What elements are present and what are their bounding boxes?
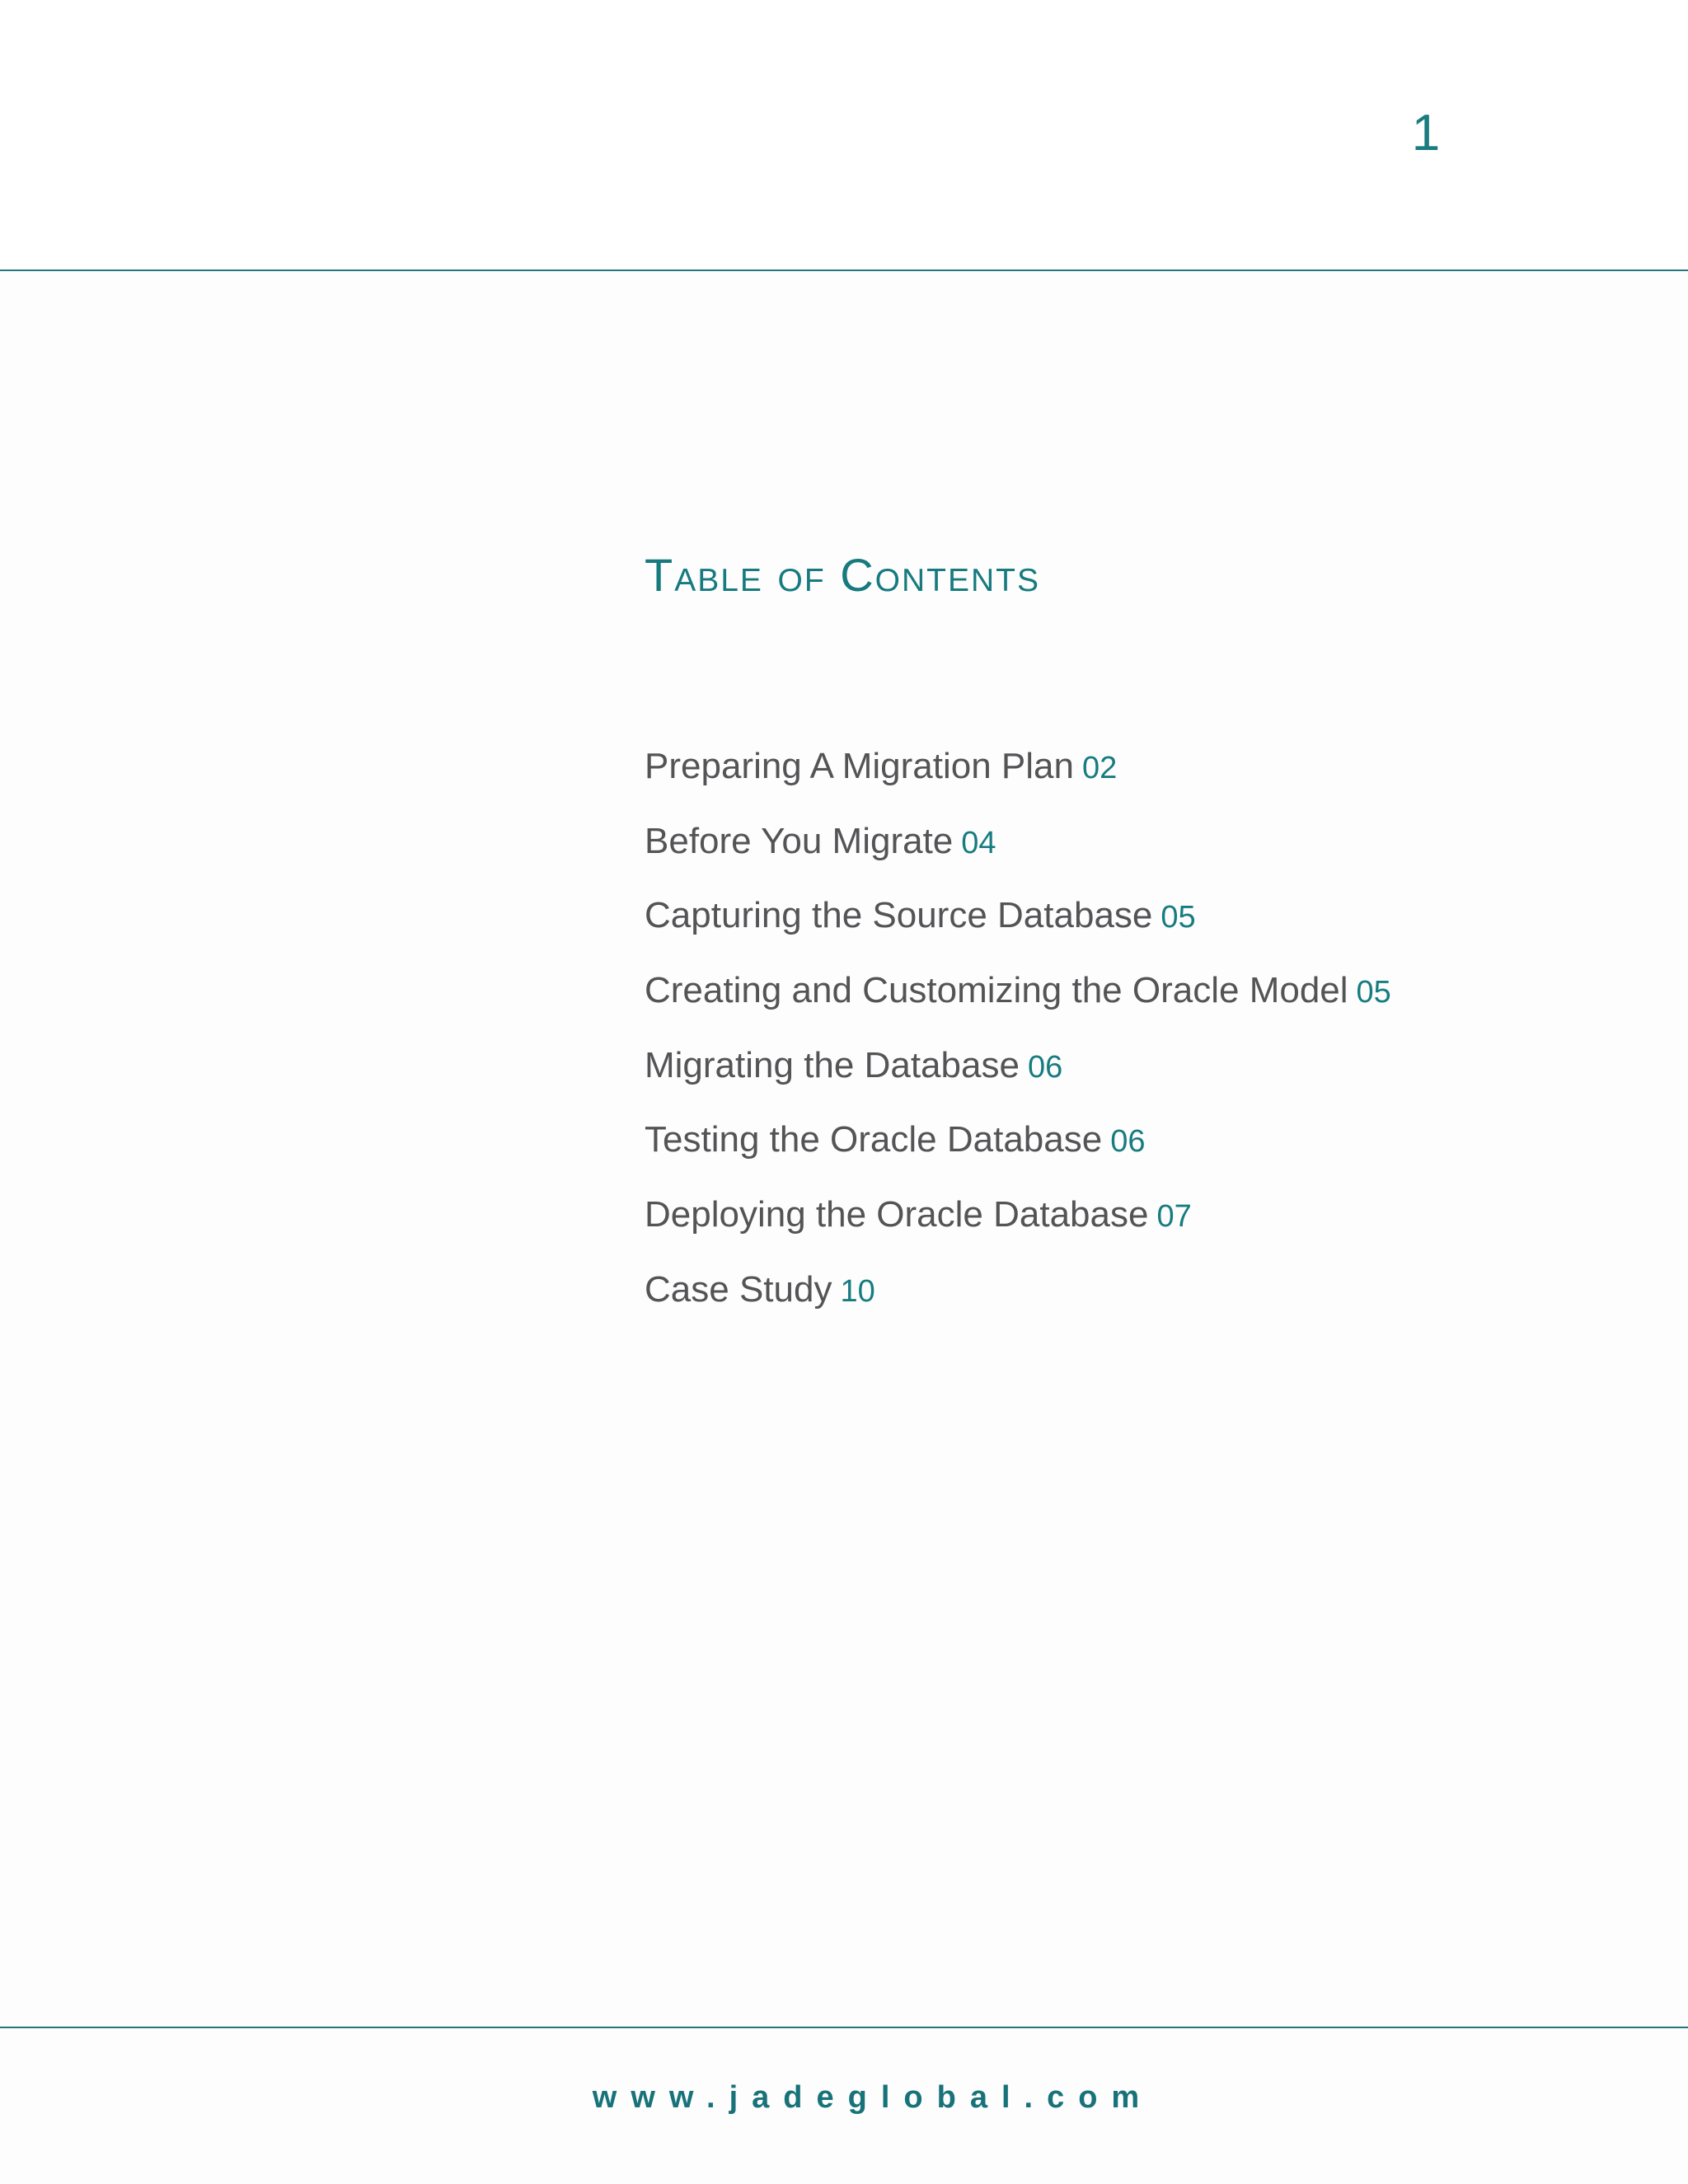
header-band — [0, 0, 1688, 269]
toc-item-label: Migrating the Database — [645, 1044, 1020, 1085]
toc-item[interactable] — [645, 887, 1391, 962]
toc-item-page: 06 — [1110, 1124, 1146, 1160]
toc-item[interactable] — [645, 738, 1391, 813]
toc-item[interactable] — [645, 1261, 1391, 1336]
page-number: 1 — [1411, 105, 1441, 162]
toc-item[interactable] — [645, 1186, 1391, 1261]
footer-divider — [0, 2027, 1688, 2028]
footer-website-link[interactable]: www.jadeglobal.com — [592, 2080, 1154, 2115]
toc-item-page: 06 — [1027, 1049, 1063, 1085]
toc-item[interactable] — [645, 1111, 1391, 1186]
toc-item-label: Before You Migrate — [645, 820, 954, 861]
toc-item-label: Deploying the Oracle Database — [645, 1194, 1149, 1235]
toc-item-label: Capturing the Source Database — [645, 895, 1153, 936]
toc-item[interactable] — [645, 1037, 1391, 1112]
toc-item[interactable] — [645, 813, 1391, 888]
toc-item-label: Preparing A Migration Plan — [645, 746, 1074, 786]
toc-item-page: 05 — [1160, 900, 1196, 935]
toc-title: Table of Contents — [645, 549, 1040, 601]
toc-item-page: 05 — [1356, 975, 1391, 1010]
toc-item-page: 02 — [1081, 751, 1118, 785]
toc-list — [645, 738, 1391, 1336]
header-divider — [0, 269, 1688, 271]
toc-item-label: Case Study — [645, 1268, 832, 1310]
toc-item-label: Testing the Oracle Database — [645, 1119, 1103, 1160]
toc-item[interactable] — [645, 962, 1391, 1037]
toc-item-page: 10 — [840, 1273, 875, 1309]
toc-item-page: 07 — [1156, 1199, 1192, 1235]
toc-item-label: Creating and Customizing the Oracle Model — [645, 970, 1348, 1011]
toc-item-page: 04 — [961, 825, 996, 860]
